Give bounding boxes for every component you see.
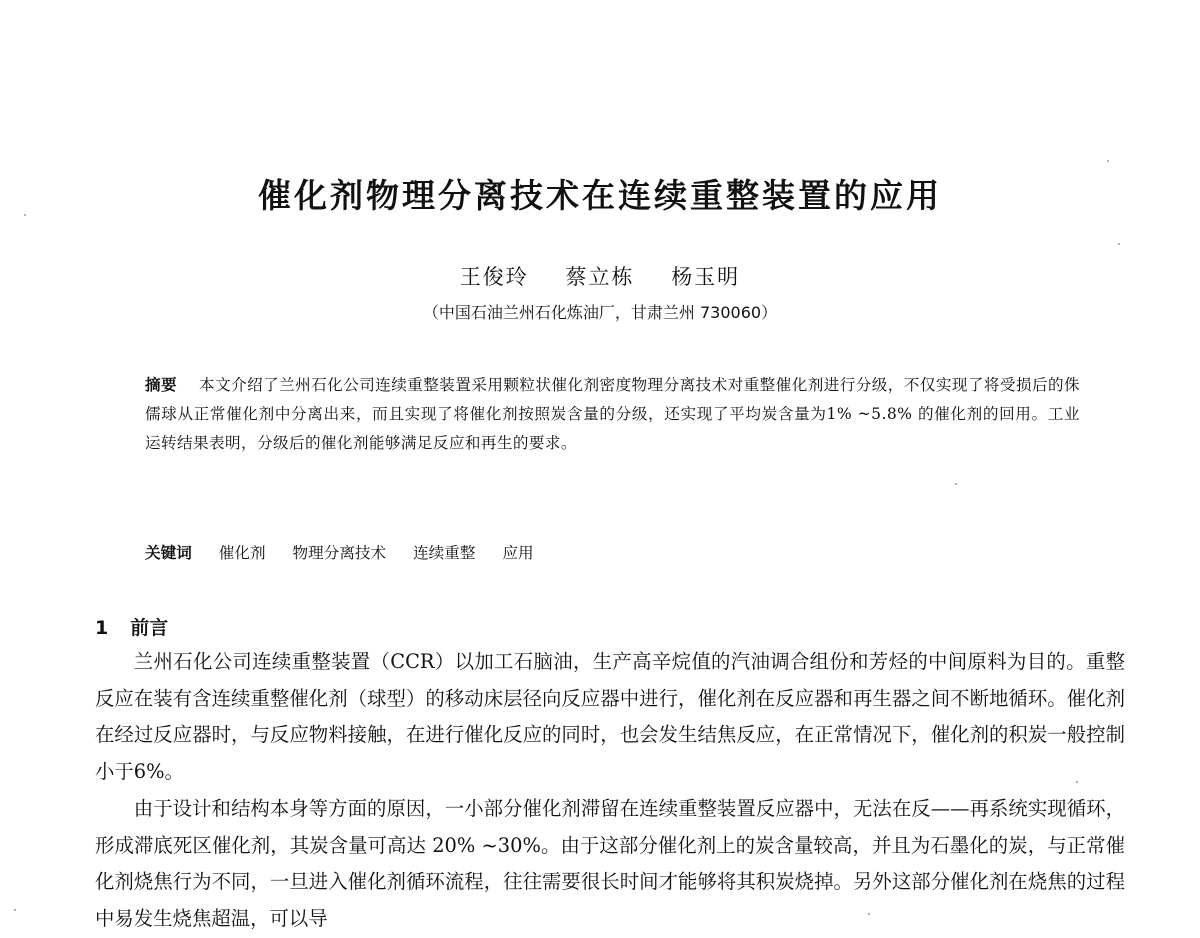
keyword: 连续重整 (413, 544, 476, 562)
keywords-label: 关键词 (145, 544, 192, 562)
scan-speck (1118, 243, 1120, 245)
author-name: 杨玉明 (671, 265, 741, 289)
section-heading (95, 613, 168, 640)
keyword: 应用 (502, 544, 534, 562)
keyword: 物理分离技术 (292, 544, 387, 562)
body-paragraph: 兰州石化公司连续重整装置（CCR）以加工石脑油，生产高辛烷值的汽油调合组份和芳烃的中间原料为目的。重整反应在装有含连续重整催化剂（球型）的移动床层径向反应器中进行，催化剂在反应器和再生器之间不断地循环。催化剂在经过反应器时，与反应物料接触，在进行催化反应的同时，也会发生结焦反应，在正常情况下，催化剂的积炭一般控制小于6%。 (95, 650, 1125, 783)
paper-title: 催化剂物理分离技术在连续重整装置的应用 (258, 176, 942, 215)
scan-speck (14, 909, 16, 911)
keywords-block (145, 541, 556, 563)
abstract-block (145, 371, 1080, 458)
author-name: 蔡立栋 (565, 265, 635, 289)
abstract-text: 本文介绍了兰州石化公司连续重整装置采用颗粒状催化剂密度物理分离技术对重整催化剂进行分级，不仅实现了将受损后的侏儒球从正常催化剂中分离出来，而且实现了将催化剂按照炭含量的分级，还实现了平均炭含量为1% ~5.8% 的催化剂的回用。工业运转结果表明，分级后的催化剂能够满足反应和再生的要求。 (145, 376, 1080, 452)
author-affiliation: （中国石油兰州石化炼油厂，甘肃兰州 730060） (422, 303, 778, 322)
scan-speck (955, 483, 957, 485)
scan-speck (24, 214, 26, 216)
section-number: 1 (95, 617, 109, 639)
author-name: 王俊玲 (459, 265, 529, 289)
scan-speck (868, 913, 870, 915)
scan-speck (1076, 781, 1078, 783)
section-title: 前言 (130, 617, 169, 639)
body-paragraph: 由于设计和结构本身等方面的原因，一小部分催化剂滞留在连续重整装置反应器中，无法在反——再系统实现循环，形成滞底死区催化剂，其炭含量可高达 20% ~30%。由于这部分催化剂上的炭含量较高，并且为石墨化的炭，与正常催化剂烧焦行为不同，一旦进入催化剂循环流程，往往需要很长时间才能够将其积炭烧掉。另外这部分催化剂在烧焦的过程中易发生烧焦超温，可以导 (95, 797, 1125, 930)
scan-speck (1107, 160, 1109, 162)
abstract-label: 摘要 (145, 376, 178, 394)
author-list (0, 261, 1200, 291)
section-body (95, 644, 1125, 938)
keyword: 催化剂 (218, 544, 266, 562)
